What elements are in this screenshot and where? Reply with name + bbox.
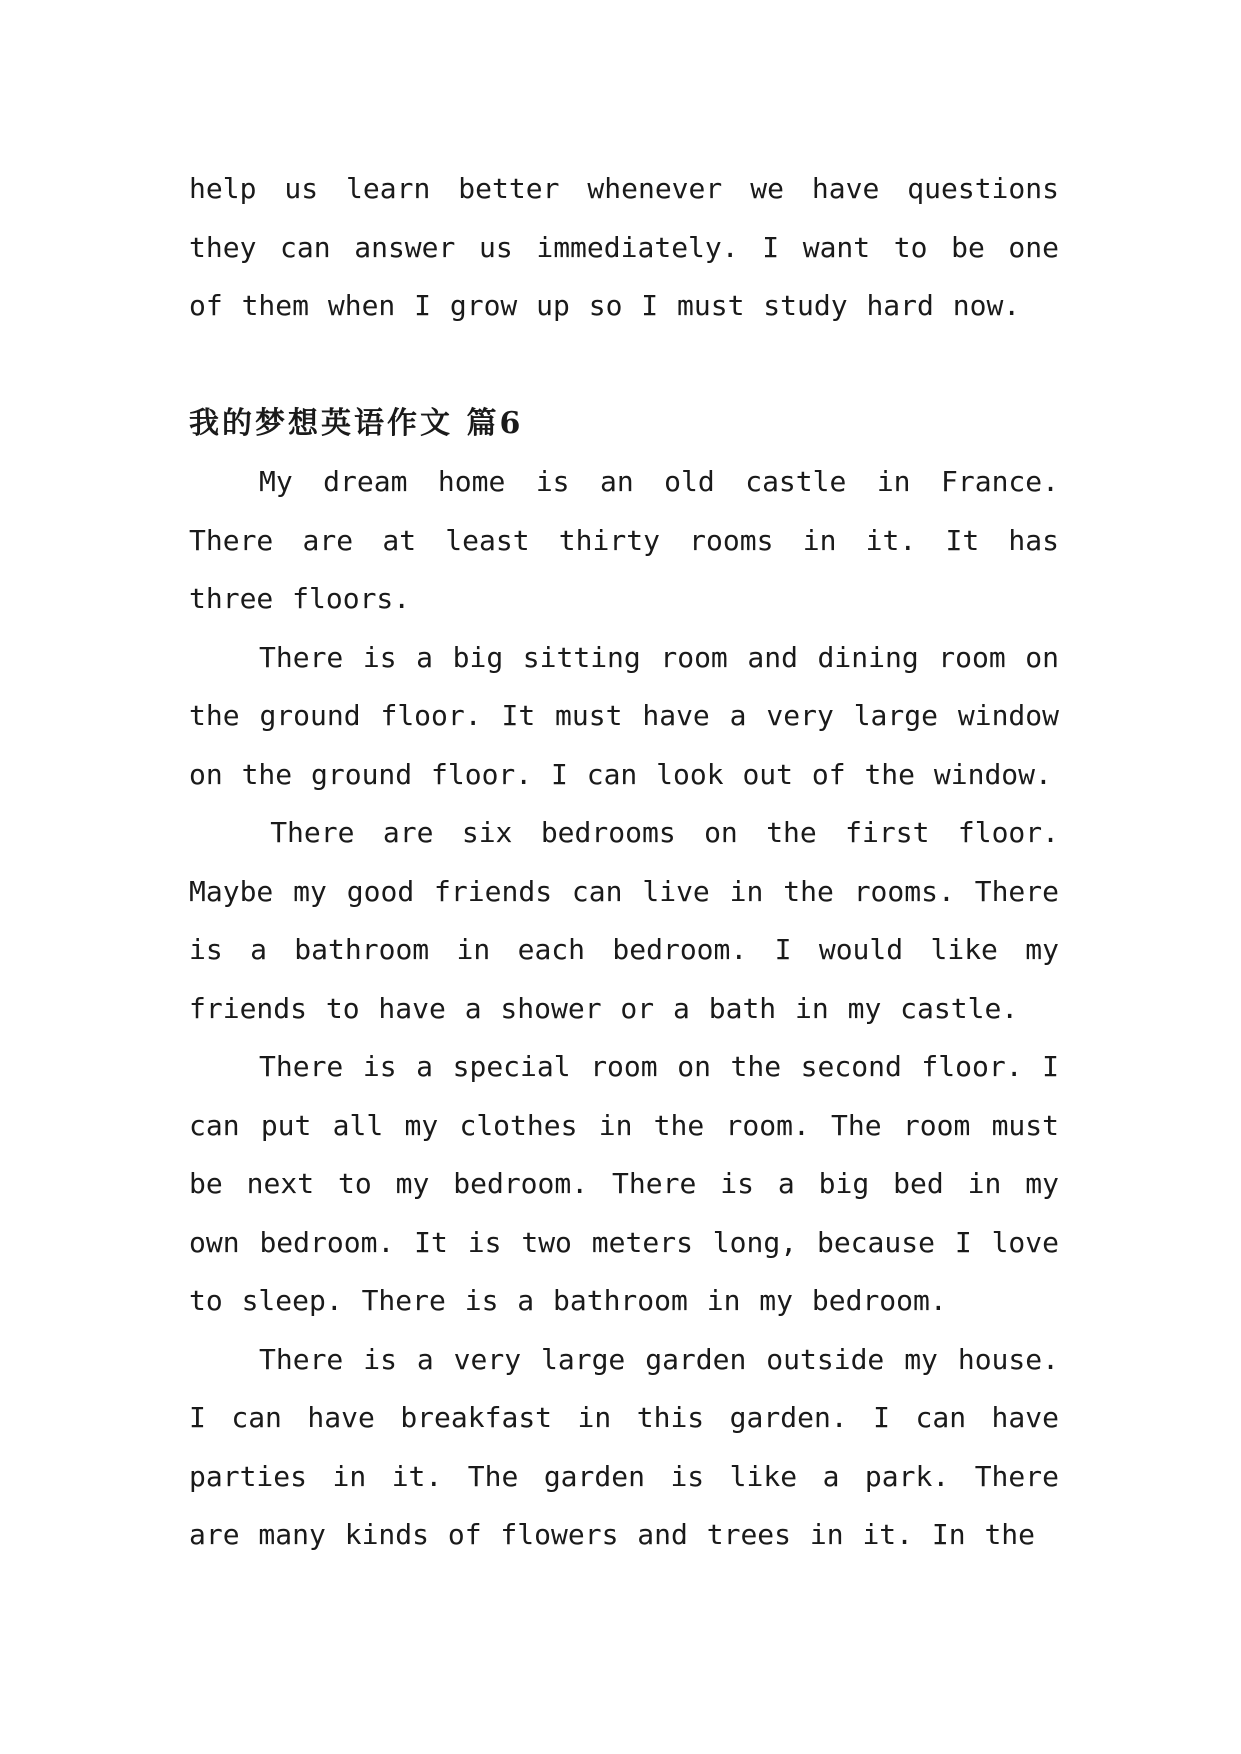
intro-paragraph: help us learn better whenever we have questions they can answer us immediately. I want to be one of them when I grow up so I must study hard now. bbox=[189, 172, 1059, 322]
paragraph-3: There are six bedrooms on the first floor. Maybe my good friends can live in the rooms. There is a bathroom in each bedroom. I would like my friends to have a shower or a bath in my castle. bbox=[189, 816, 1059, 1025]
document-body bbox=[189, 160, 1059, 1565]
paragraph-2: There is a big sitting room and dining room on the ground floor. It must have a very large window on the ground floor. I can look out of the window. bbox=[189, 640, 1059, 791]
section-title: 我的梦想英语作文 篇6 bbox=[189, 405, 524, 441]
paragraph-5: There is a very large garden outside my house. I can have breakfast in this garden. I can have parties in it. The garden is like a park. There are many kinds of flowers and trees in it. In the bbox=[189, 1342, 1059, 1551]
paragraph-4: There is a special room on the second floor. I can put all my clothes in the room. The room must be next to my bedroom. There is a big bed in my own bedroom. It is two meters long, because I love to sleep. There is a bathroom in my bedroom. bbox=[189, 1050, 1059, 1317]
paragraph-1: My dream home is an old castle in France. There are at least thirty rooms in it. It has three floors. bbox=[189, 465, 1059, 615]
